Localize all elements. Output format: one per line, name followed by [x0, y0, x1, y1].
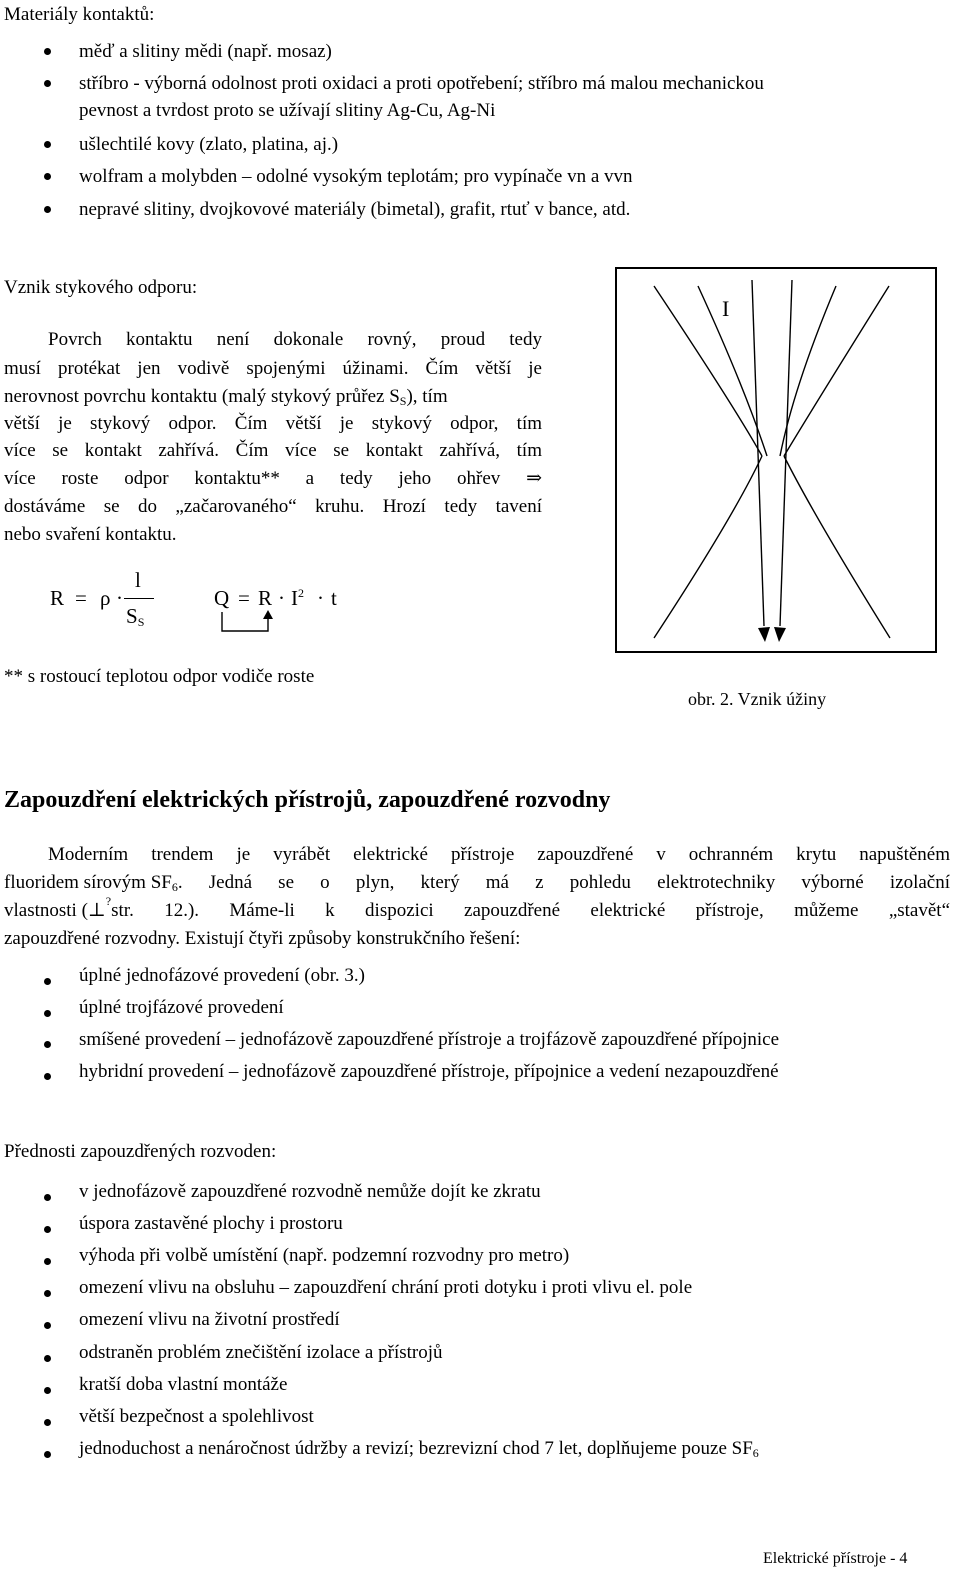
formula-symbol: =	[238, 586, 250, 610]
bullet	[44, 1041, 51, 1048]
bullet	[44, 1290, 51, 1297]
formula-symbol: Q	[214, 586, 230, 610]
section-heading: Zapouzdření elektrických přístrojů, zapouzdřené rozvodny	[4, 787, 611, 813]
para-line: větší je stykový odpor. Čím větší je stykový odpor, tím	[4, 413, 542, 434]
page-footer: Elektrické přístroje - 4	[763, 1550, 908, 1567]
para-line: zapouzdřené rozvodny. Existují čtyři způsoby konstrukčního řešení:	[4, 928, 521, 949]
formula-symbol: R	[50, 586, 65, 610]
para-line: nerovnost povrchu kontaktu (malý stykový průřez $S_S$), tím	[4, 386, 448, 408]
bullet	[44, 1387, 51, 1394]
formula-symbol: ρ	[100, 586, 111, 610]
list-item: stříbro - výborná odolnost proti oxidaci a proti opotřebení; stříbro má malou mechanickou	[79, 73, 764, 94]
list-item: jednoduchost a nenáročnost údržby a revizí; bezrevizní chod 7 let, doplňujeme pouze $SF_6$	[79, 1438, 759, 1460]
figure-caption: obr. 2. Vznik úžiny	[688, 689, 827, 709]
figure-current-label: I	[722, 296, 730, 321]
para-line: dostáváme se do „začarovaného“ kruhu. Hrozí tedy tavení	[4, 496, 542, 517]
para-line: musí protékat jen vodivě spojenými úžinami. Čím větší je	[4, 358, 542, 379]
formula-symbol: $I^2$	[291, 586, 304, 610]
bullet	[44, 80, 51, 87]
list-item: v jednofázově zapouzdřené rozvodně nemůže dojít ke zkratu	[79, 1181, 541, 1202]
bullet	[44, 1226, 51, 1233]
formula-symbol: ·	[278, 586, 285, 610]
list-item: úplné trojfázové provedení	[79, 997, 284, 1018]
list-item: ušlechtilé kovy (zlato, platina, aj.)	[79, 134, 339, 155]
formula-symbol: t	[331, 586, 337, 610]
footnote: ** s rostoucí teplotou odpor vodiče roste	[4, 666, 315, 687]
para-line: více roste odpor kontaktu** a tedy jeho ohřev ⇒	[4, 468, 542, 489]
formula-r	[50, 568, 200, 638]
para-line: fluoridem sírovým $SF_6$ . Jedná se o plyn, který má z pohledu elektrotechniky výborné izolační	[4, 872, 950, 894]
formula-symbol: ·	[317, 586, 324, 610]
list-item-continuation: pevnost a tvrdost proto se užívají slitiny Ag-Cu, Ag-Ni	[79, 100, 496, 121]
bullet	[44, 48, 51, 55]
list-item: hybridní provedení – jednofázově zapouzdřené přístroje, přípojnice a vedení nezapouzdřené	[79, 1061, 779, 1082]
bullet	[44, 173, 51, 180]
fraction-bar	[124, 598, 154, 599]
bullet	[44, 978, 51, 985]
list-item: výhoda při volbě umístění (např. podzemní rozvodny pro metro)	[79, 1245, 570, 1266]
formula-denominator: $S_S$	[126, 604, 145, 629]
para-line: více se kontakt zahřívá. Čím více se kontakt zahřívá, tím	[4, 440, 542, 461]
resistance-heading: Vznik stykového odporu:	[4, 277, 198, 298]
para-line: Povrch kontaktu není dokonale rovný, proud tedy	[48, 329, 542, 350]
list-item: úplné jednofázové provedení (obr. 3.)	[79, 965, 365, 986]
bullet	[44, 1451, 51, 1458]
bullet	[44, 1258, 51, 1265]
para-line: nebo svaření kontaktu.	[4, 524, 177, 545]
list-item: wolfram a molybden – odolné vysokým teplotám; pro vypínače vn a vvn	[79, 166, 633, 187]
bullet	[44, 1194, 51, 1201]
para-line: Moderním trendem je vyrábět elektrické přístroje zapouzdřené v ochranném krytu napuštěném	[48, 844, 950, 865]
bullet	[44, 206, 51, 213]
bullet	[44, 1355, 51, 1362]
bullet	[44, 1322, 51, 1329]
reference-icon: ⊥	[87, 900, 106, 921]
list-item: smíšené provedení – jednofázově zapouzdřené přístroje a trojfázově zapouzdřené přípojnice	[79, 1029, 780, 1050]
bullet	[44, 1419, 51, 1426]
materials-heading: Materiály kontaktů:	[4, 4, 155, 25]
formula-numerator: l	[135, 568, 141, 592]
bullet	[44, 1073, 51, 1080]
advantages-heading: Přednosti zapouzdřených rozvoden:	[4, 1141, 277, 1162]
constriction-figure	[614, 266, 940, 656]
list-item: větší bezpečnost a spolehlivost	[79, 1406, 314, 1427]
bullet	[44, 1010, 51, 1017]
para-line: vlastnosti ( ⊥ ? str. 12.). Máme-li k dispozici zapouzdřené elektrické přístroje, můžeme „stavět“	[4, 894, 950, 921]
list-item: kratší doba vlastní montáže	[79, 1374, 288, 1395]
list-item: odstraněn problém znečištění izolace a přístrojů	[79, 1342, 443, 1363]
list-item: omezení vlivu na životní prostředí	[79, 1309, 340, 1330]
list-item: měď a slitiny mědi (např. mosaz)	[79, 41, 332, 62]
list-item: omezení vlivu na obsluhu – zapouzdření chrání proti dotyku i proti vlivu el. pole	[79, 1277, 693, 1298]
bullet	[44, 141, 51, 148]
list-item: nepravé slitiny, dvojkovové materiály (bimetal), grafit, rtuť v bance, atd.	[79, 199, 631, 220]
list-item: úspora zastavěné plochy i prostoru	[79, 1213, 343, 1234]
feedback-arrow-icon	[216, 606, 276, 636]
formula-symbol: =	[75, 586, 87, 610]
formula-symbol: R	[258, 586, 273, 610]
formula-symbol: ·	[116, 586, 123, 610]
